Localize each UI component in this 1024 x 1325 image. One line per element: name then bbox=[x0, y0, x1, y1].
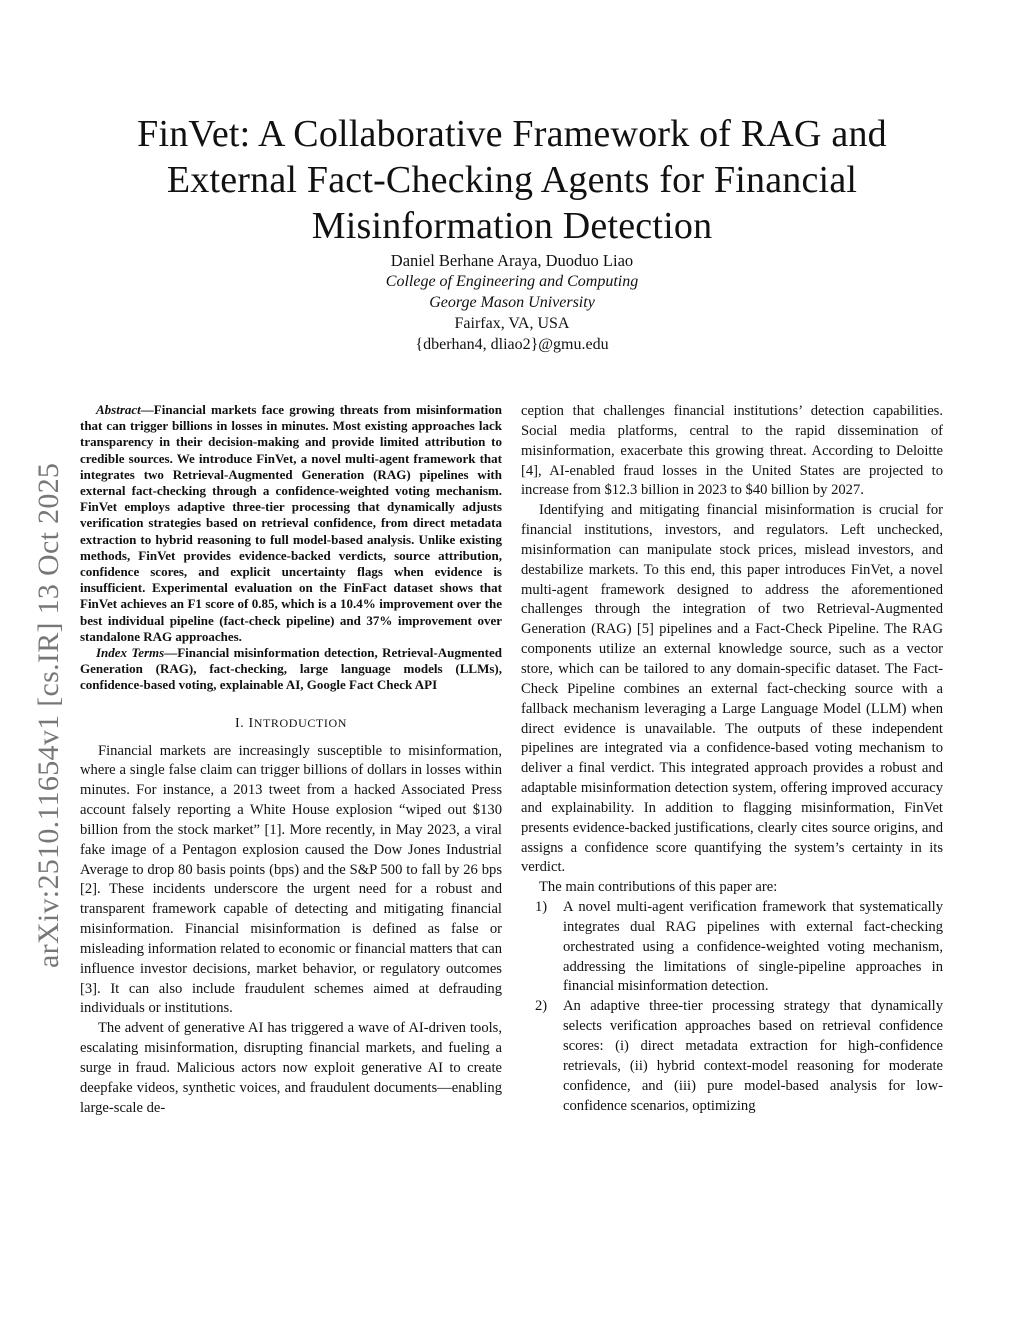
paper-title: FinVet: A Collaborative Framework of RAG and External Fact-Checking Agents for Financial Misinformation Detection bbox=[137, 113, 887, 248]
abstract-text: —Financial markets face growing threats from misinformation that can trigger billions in losses in minutes. Most existing approaches lack transparency in their decision-making and provide limited attribution to credible sources. We introduce FinVet, a novel multi-agent framework that integrates two Retrieval-Augmented Generation (RAG) pipelines with external fact-checking through a confidence-weighted voting mechanism. FinVet employs adaptive three-tier processing that dynamically adjusts verification strategies based on retrieval confidence, from direct metadata extraction to hybrid reasoning to full model-based analysis. Unlike existing methods, FinVet provides evidence-backed verdicts, source attribution, confidence scores, and explicit uncertainty flags when evidence is insufficient. Experimental evaluation on the FinFact dataset shows that FinVet achieves an F1 score of 0.85, which is a 10.4% improvement over the best individual pipeline (fact-check pipeline) and 37% improvement over standalone RAG approaches. bbox=[80, 402, 502, 644]
contributions-list bbox=[521, 898, 943, 1116]
right-paragraph-2: Identifying and mitigating financial misinformation is crucial for financial institutions, investors, and regulators. Left unchecked, misinformation can manipulate stock prices, mislead investors, and destabilize markets. To this end, this paper introduces FinVet, a novel multi-agent framework designed to address the aforementioned challenges through the integration of two Retrieval-Augmented Generation (RAG) [5] pipelines and a Fact-Check Pipeline. The RAG components utilize an external knowledge source, such as a vector store, which can be tailored to any domain-specific dataset. The Fact-Check Pipeline combines an external fact-checking source with a fallback mechanism leveraging a Large Language Model (LLM) when direct evidence is unavailable. The outputs of these independent pipelines are integrated via a confidence-based voting mechanism to deliver a final verdict. This integrated approach provides a robust and adaptable misinformation detection system, offering improved accuracy and explainability. In addition to flagging misinformation, FinVet presents evidence-backed justifications, clearly cites source origins, and assigns a confidence score quantifying the system’s certainty in its verdict. bbox=[521, 502, 943, 876]
contribution-item bbox=[521, 898, 943, 997]
contribution-text: A novel multi-agent verification framework that systematically integrates dual RAG pipelines with external fact-checking orchestrated using a confidence-weighted voting mechanism, addressing the limitations of single-pipeline approaches in financial misinformation detection. bbox=[563, 899, 943, 995]
affiliation-college: College of Engineering and Computing bbox=[385, 273, 639, 290]
index-terms bbox=[80, 645, 502, 694]
author-location: Fairfax, VA, USA bbox=[454, 315, 570, 332]
abstract bbox=[80, 402, 502, 645]
right-paragraph-1: ception that challenges financial institutions’ detection capabilities. Social media platforms, central to the rapid dissemination of misinformation, exacerbate this growing threat. According to Deloitte [4], AI-enabled fraud losses in the United States are projected to increase from $12.3 billion in 2023 to $40 billion by 2027. bbox=[521, 403, 943, 499]
contribution-text: An adaptive three-tier processing strategy that dynamically selects verification approaches based on retrieval confidence scores: (i) direct metadata extraction for high-confidence retrievals, (ii) hybrid context-model reasoning for moderate confidence, and (iii) pure model-based analysis for low-confidence scenarios, optimizing bbox=[563, 998, 943, 1114]
index-terms-label: Index Terms bbox=[96, 645, 165, 661]
arxiv-side-stamp: arXiv:2510.11654v1 [cs.IR] 13 Oct 2025 bbox=[32, 462, 65, 968]
right-paragraph-3: The main contributions of this paper are: bbox=[539, 879, 778, 896]
abstract-label: Abstract bbox=[96, 402, 141, 417]
right-column bbox=[521, 402, 943, 1116]
author-names: Daniel Berhane Araya, Duoduo Liao bbox=[390, 251, 634, 270]
section-title-rest: NTRODUCTION bbox=[253, 715, 347, 730]
author-email: {dberhan4, dliao2}@gmu.edu bbox=[415, 336, 609, 353]
contribution-item bbox=[521, 997, 943, 1116]
contribution-number: 1) bbox=[535, 899, 548, 916]
affiliation-university: George Mason University bbox=[429, 294, 595, 311]
left-column bbox=[80, 402, 502, 1119]
author-block bbox=[262, 250, 762, 355]
index-terms-text: —Financial misinformation detection, Retrieval-Augmented Generation (RAG), fact-checking, large language models (LLMs), confidence-based voting, explainable AI, Google Fact Check API bbox=[80, 645, 503, 693]
section-heading-introduction bbox=[80, 714, 502, 734]
section-number: I. bbox=[235, 715, 249, 731]
section-first-letter: I bbox=[248, 715, 254, 731]
contribution-number: 2) bbox=[535, 998, 548, 1015]
intro-paragraph-1: Financial markets are increasingly susceptible to misinformation, where a single false claim can trigger billions of dollars in losses within minutes. For instance, a 2013 tweet from a hacked Associated Press account falsely reporting a White House explosion “wiped out $130 billion from the stock market” [1]. More recently, in May 2023, a viral fake image of a Pentagon explosion caused the Dow Jones Industrial Average to drop 80 basis points (bps) and the S&P 500 to fall by 26 bps [2]. These incidents underscore the urgent need for a robust and transparent framework capable of detecting and mitigating financial misinformation. Financial misinformation is defined as false or misleading information related to economic or financial matters that can influence investor decisions, market behavior, or regulatory outcomes [3]. It can also include fraudulent schemes aimed at defrauding individuals or institutions. bbox=[80, 742, 502, 1017]
intro-paragraph-2: The advent of generative AI has triggered a wave of AI-driven tools, escalating misinformation, disrupting financial markets, and fueling a surge in fraud. Malicious actors now exploit generative AI to create deepfake videos, synthetic voices, and fraudulent documents—enabling large-scale de- bbox=[80, 1020, 502, 1116]
